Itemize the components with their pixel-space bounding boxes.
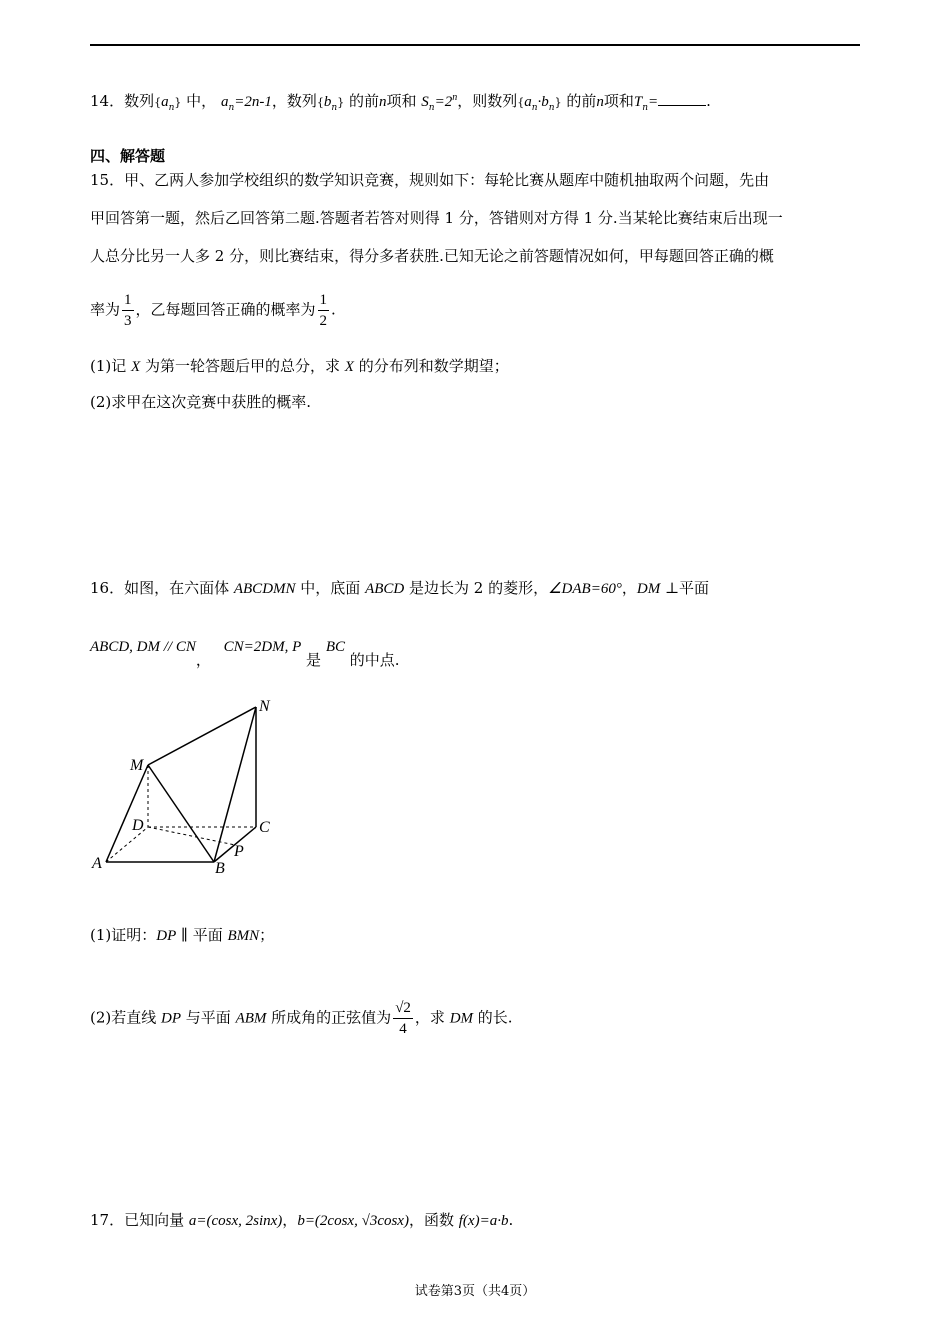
q16-text4: ⊥平面 (660, 579, 710, 597)
frac-den: 3 (124, 313, 132, 329)
q16-text6: 的中点. (344, 651, 400, 669)
q15-text2: ，乙每题回答正确的概率为 (135, 300, 316, 319)
q14-text: 中， (186, 92, 217, 110)
base-name: ABCD (365, 581, 405, 597)
answer-blank[interactable] (658, 91, 706, 106)
q14-n: n (379, 94, 387, 110)
q15-line1: 15．甲、乙两人参加学校组织的数学知识竞赛，规则如下：每轮比赛从题库中随机抽取两个问题，先由 (90, 171, 770, 189)
q16-condition1: ABCD, DM // CN (90, 639, 196, 655)
q17-comma: ， (282, 1211, 298, 1229)
q15-text: 率为 (90, 300, 121, 319)
fraction-one-third (122, 290, 134, 331)
vector-b: b=(2cosx, √3cosx) (297, 1213, 409, 1229)
q14-sn-rhs: =2 (434, 94, 453, 110)
q14-text4: 项和 (386, 92, 417, 110)
var-x: X (131, 359, 141, 375)
q14-n2: n (596, 94, 604, 110)
vector-a: a=(cosx, 2sinx) (188, 1213, 283, 1229)
q16-text5: 是 (301, 651, 326, 669)
question-14: 14．数列$\{a_n\}$ 中， $a_n=2n-1$，数列$\{b_n\}$ 的前n项和 $S_n=2^n$，则数列$\{a_n\cdot b_n\}$ 的前n项和$T_n=$ . (90, 92, 711, 113)
q14-label: 14．数列 (90, 92, 155, 110)
var-x: X (344, 359, 354, 375)
frac-num: 1 (318, 290, 330, 311)
q16-text2: 中，底面 (295, 579, 366, 597)
solid-name: ABCDMN (233, 581, 296, 597)
dm-segment: DM (636, 581, 661, 597)
q14-ab: a (524, 94, 532, 110)
segment-dp: DP (161, 1010, 182, 1027)
plane-abm: ABM (235, 1010, 267, 1027)
q16-p2-e: 的长. (473, 1008, 513, 1027)
q14-text6: 的前 (566, 92, 597, 110)
plane-bmn: BMN (227, 928, 260, 944)
q14-text2: ，数列 (271, 92, 317, 110)
q14-ab-dot: ·b (537, 94, 549, 110)
q15-line3: 人总分比另一人多 2 分，则比赛结束，得分多者获胜.已知无论之前答题情况如何，甲每题回答正确的概 (90, 247, 774, 265)
label-d: D (132, 817, 144, 834)
q14-sn: S (421, 94, 429, 110)
label-m: M (130, 757, 144, 774)
q14-exp: n (452, 92, 458, 103)
function-f: f(x)=a·b (458, 1213, 509, 1229)
q14-end: . (706, 92, 711, 110)
frac-den: 2 (319, 313, 328, 329)
q15-p1-b: 为第一轮答题后甲的总分，求 (140, 357, 345, 375)
q14-an: a (220, 94, 229, 110)
label-p: P (234, 843, 244, 860)
label-b: B (215, 860, 225, 877)
q14-seq-b: b (323, 94, 332, 110)
top-rule (90, 44, 860, 46)
section-heading: 四、解答题 (90, 147, 166, 165)
q17-text2: ，函数 (408, 1211, 459, 1229)
frac-num: √2 (393, 998, 413, 1019)
q16-line1 (90, 578, 709, 599)
segment-dp: DP (156, 928, 177, 944)
segment-bc: BC (325, 639, 345, 655)
q16-p2-a: (2)若直线 (90, 1008, 162, 1027)
question-17 (90, 1210, 513, 1231)
label-n: N (259, 698, 270, 715)
q16-p1-b: ∥ 平面 (176, 926, 228, 944)
edge-mb (148, 765, 214, 862)
q16-text: 16．如图，在六面体 (90, 579, 234, 597)
q15-p1-c: 的分布列和数学期望； (353, 357, 509, 375)
q15-p1-a: (1)记 (90, 357, 132, 375)
q14-tn-eq: = (648, 94, 659, 110)
q14-text7: 项和 (603, 92, 634, 110)
q16-line2 (90, 636, 400, 669)
q15-line4 (90, 290, 336, 331)
edge-ma (106, 765, 148, 862)
q16-part1 (90, 925, 274, 946)
q14-tn: T (633, 94, 643, 110)
q16-p2-d: ，求 (414, 1008, 450, 1027)
q16-comma2: ， (195, 651, 211, 669)
q16-text3: 是边长为 2 的菱形， (404, 579, 549, 597)
fraction-one-half (318, 290, 330, 331)
q14-seq-a: a (161, 94, 169, 110)
segment-dm: DM (449, 1010, 474, 1027)
q14-text3: 的前 (348, 92, 379, 110)
fraction-sqrt2-over-4 (393, 998, 413, 1039)
page-footer: 试卷第3页（共4页） (414, 1284, 536, 1299)
q17-end: . (508, 1211, 514, 1229)
q16-p2-c: 所成角的正弦值为 (266, 1008, 392, 1027)
q15-end: . (331, 300, 336, 319)
angle-condition: ∠DAB=60° (548, 581, 622, 597)
label-c: C (259, 819, 270, 836)
edge-mn (148, 707, 256, 765)
frac-num: 1 (122, 290, 134, 311)
frac-den: 4 (399, 1021, 407, 1037)
q15-part2: (2)求甲在这次竞赛中获胜的概率. (90, 393, 312, 411)
q16-comma: ， (621, 579, 637, 597)
label-a: A (92, 855, 102, 872)
hexahedron-figure (88, 690, 288, 880)
edge-nb (214, 707, 256, 862)
q14-an-rhs: =2n-1 (234, 94, 272, 110)
q15-line2: 甲回答第一题，然后乙回答第二题.答题者若答对则得 1 分，答错则对方得 1 分.当某轮比赛结束后出现一 (90, 209, 783, 227)
q14-text5: ，则数列 (457, 92, 518, 110)
q16-p2-b: 与平面 (181, 1008, 236, 1027)
q15-part1 (90, 356, 509, 377)
q16-part2 (90, 998, 513, 1039)
q16-condition2: CN=2DM, P (223, 639, 302, 655)
q16-p1-a: (1)证明： (90, 926, 157, 944)
q16-p1-c: ； (259, 926, 275, 944)
q17-text: 17．已知向量 (90, 1211, 189, 1229)
